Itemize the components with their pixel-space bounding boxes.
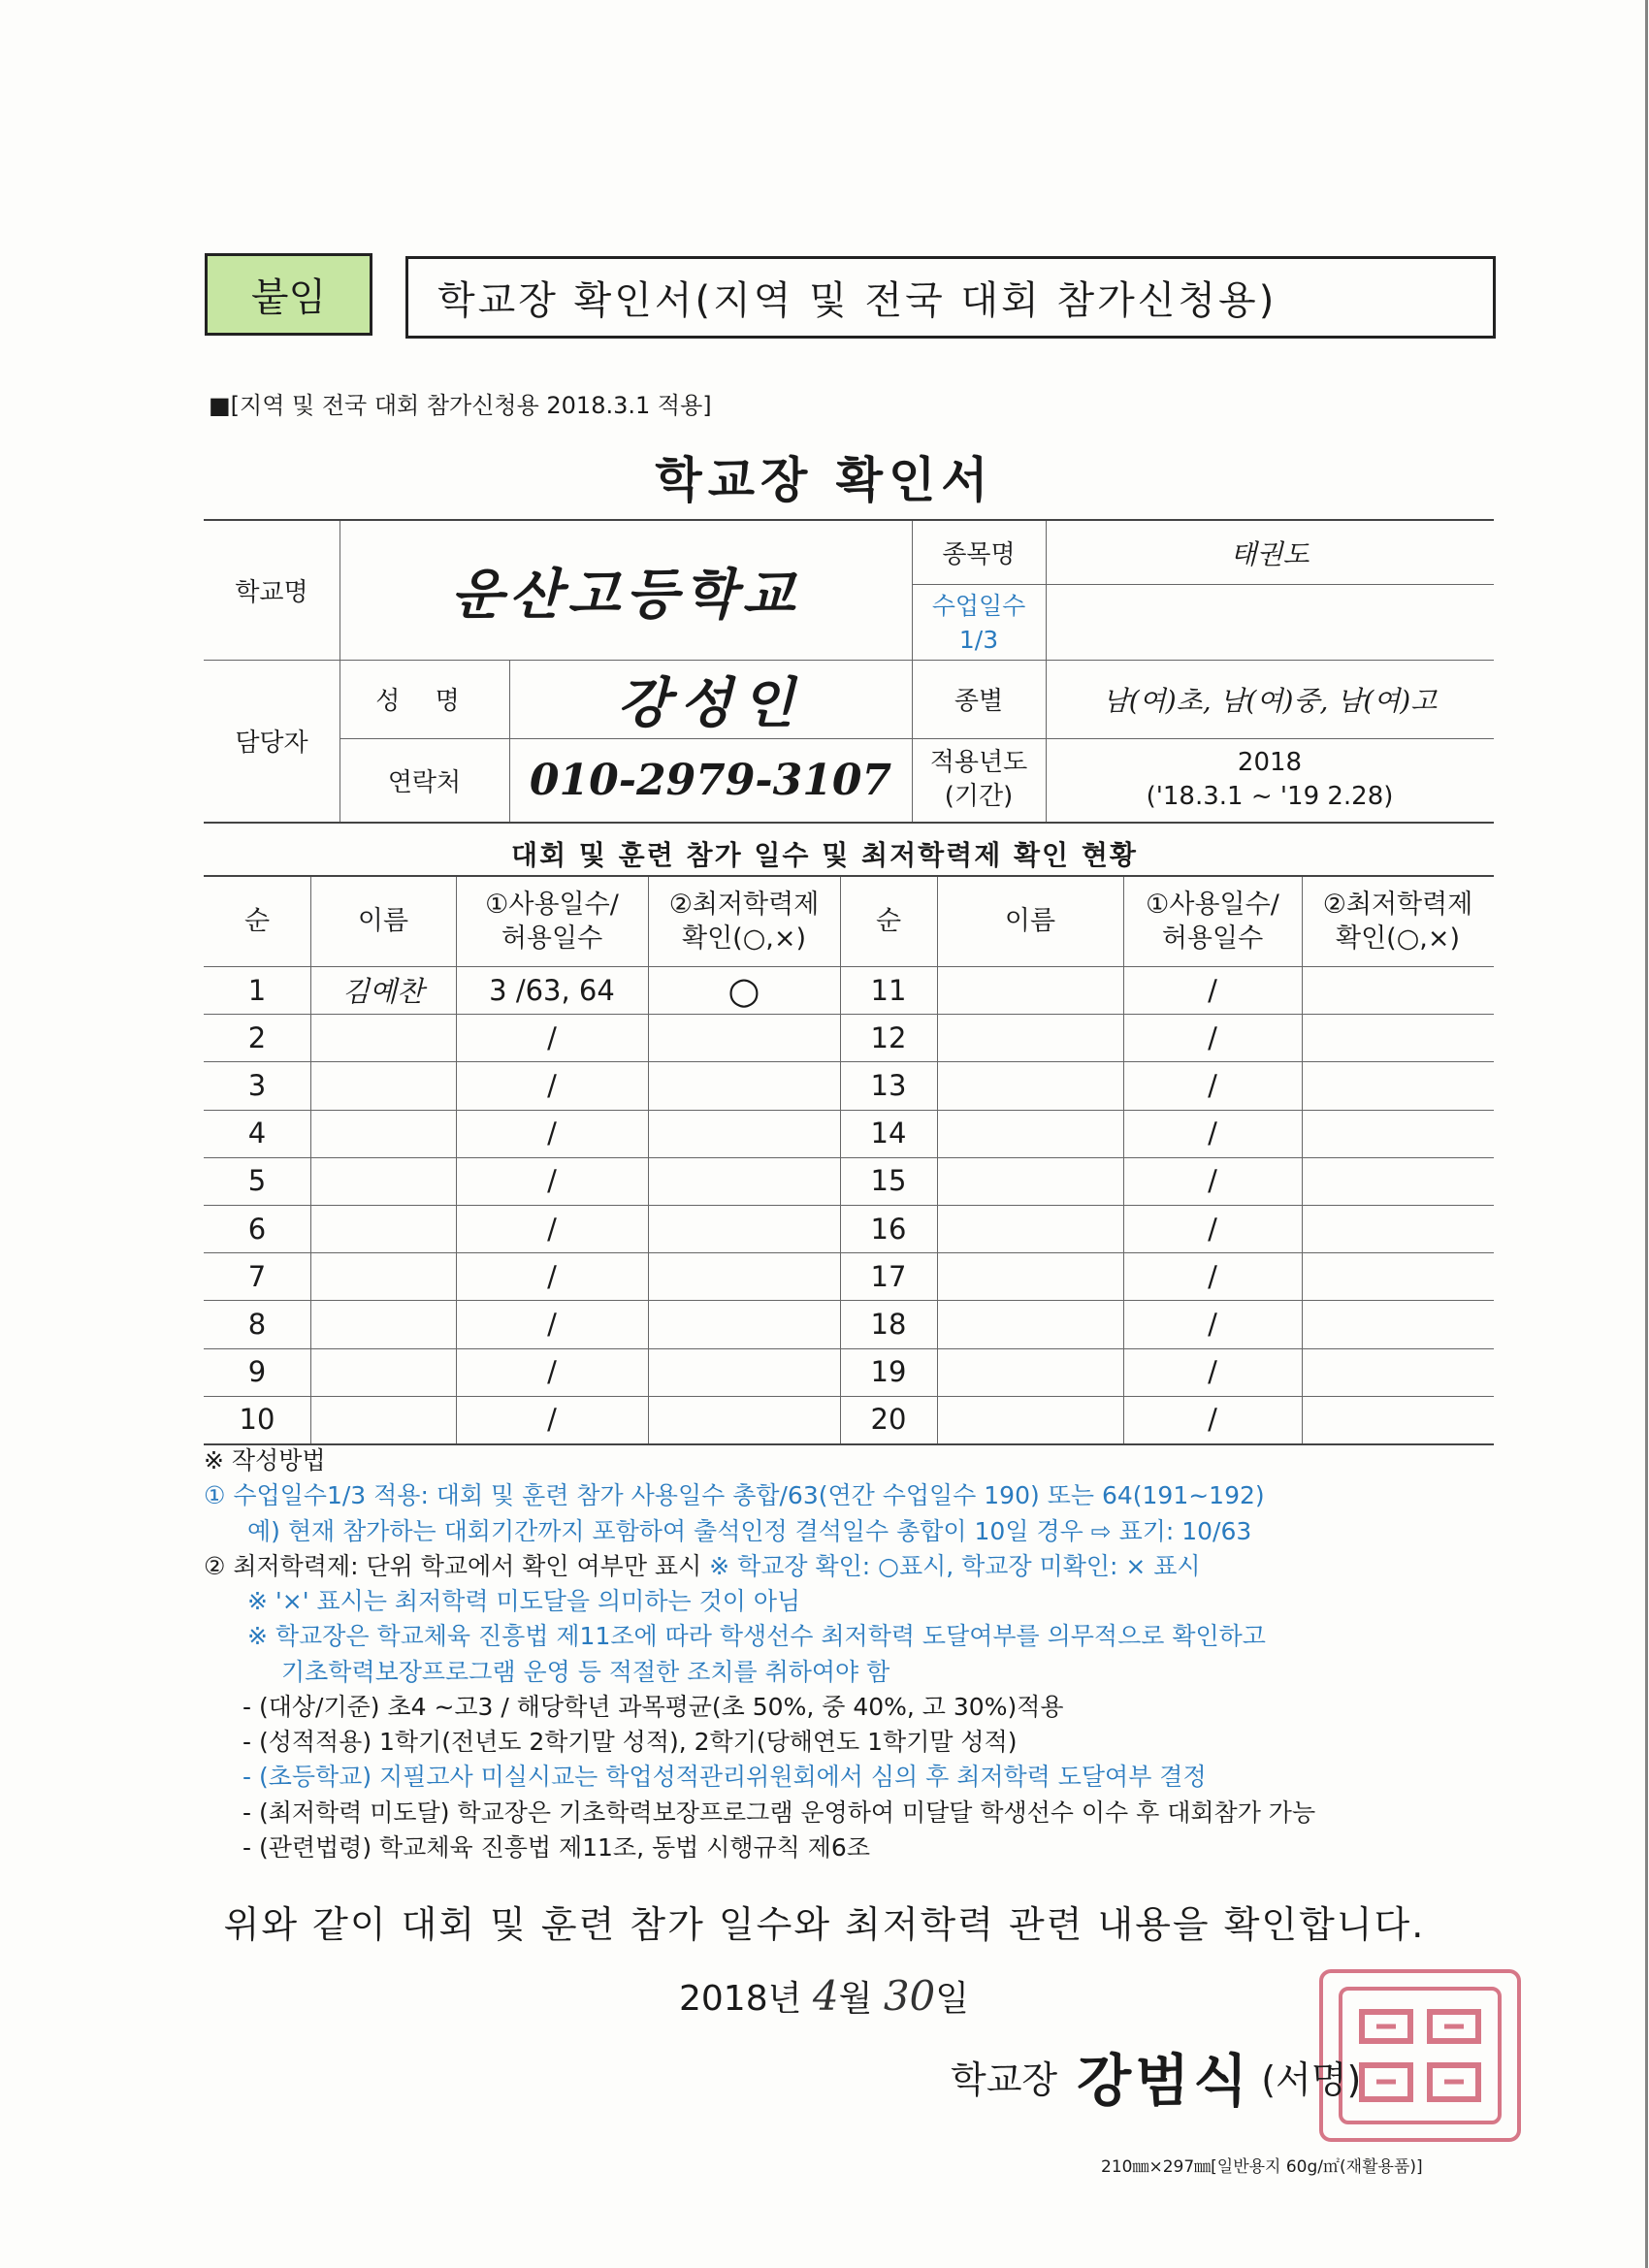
principal-label: 학교장 — [951, 2057, 1058, 2101]
row-8-days: / — [547, 1307, 557, 1341]
row-15-name — [937, 1157, 1123, 1205]
row-14-no: 14 — [870, 1117, 907, 1150]
row-7-check — [648, 1252, 840, 1300]
apply-note: ■[지역 및 전국 대회 참가신청용 2018.3.1 적용] — [209, 392, 712, 419]
note-1a: ① 수업일수1/3 적용: 대회 및 훈련 참가 사용일수 총합/63(연간 수업일수 190) 또는 64(191~192) — [204, 1481, 1265, 1510]
col-header-no: 순 — [243, 906, 271, 937]
col-header-days — [456, 877, 648, 966]
row-2-name — [310, 1014, 456, 1061]
participation-table — [204, 875, 1494, 1445]
row-9-no: 9 — [247, 1355, 267, 1389]
principal-signature: 강범식 — [1077, 2048, 1252, 2114]
row-13-no: 13 — [870, 1068, 907, 1102]
gender-value: 남(여)초, 남(여)중, 남(여)고 — [1102, 684, 1438, 717]
row-12-days: / — [1208, 1021, 1217, 1054]
row-11-name — [937, 966, 1123, 1014]
col-header-check-right-line1: ②최저학력제 — [1322, 889, 1473, 920]
row-19-no: 19 — [870, 1355, 907, 1389]
row-11-days: / — [1208, 973, 1217, 1007]
row-3-name — [310, 1061, 456, 1109]
row-9-days: / — [547, 1355, 557, 1389]
row-15-check — [1302, 1157, 1494, 1205]
document-title: 학교장 확인서 — [655, 452, 994, 508]
row-16-name — [937, 1205, 1123, 1252]
paper-spec: 210㎜×297㎜[일반용지 60g/㎡(재활용품)] — [1101, 2157, 1423, 2177]
notes-section — [204, 1443, 1504, 1865]
row-2-no: 2 — [247, 1021, 267, 1054]
form-title-box: 학교장 확인서(지역 및 전국 대회 참가신청용) — [405, 256, 1496, 339]
date-month-label: 월 — [838, 1979, 873, 2019]
row-4-name — [310, 1110, 456, 1157]
detail-law: - (관련법령) 학교체육 진흥법 제11조, 동법 시행규칙 제6조 — [242, 1832, 870, 1862]
row-9-name — [310, 1348, 456, 1396]
manager-label: 담당자 — [235, 729, 308, 758]
row-3-no: 3 — [247, 1068, 267, 1102]
year-range: ('18.3.1 ~ '19 2.28) — [1146, 782, 1394, 811]
row-4-days: / — [547, 1117, 557, 1150]
row-1-no: 1 — [247, 973, 267, 1007]
col-header-name: 이름 — [357, 906, 409, 937]
row-13-days: / — [1208, 1068, 1217, 1102]
school-label: 학교명 — [235, 578, 308, 607]
detail-target: - (대상/기준) 초4 ~고3 / 해당학년 과목평균(초 50%, 중 40%, 고 30%)적용 — [242, 1692, 1064, 1721]
row-2-check — [648, 1014, 840, 1061]
row-7-name — [310, 1252, 456, 1300]
row-5-name — [310, 1157, 456, 1205]
name-label: 성 명 — [375, 687, 473, 716]
row-10-name — [310, 1396, 456, 1443]
year-sub-label: (기간) — [944, 782, 1014, 811]
confirmation-statement: 위와 같이 대회 및 훈련 참가 일수와 최저학력 관련 내용을 확인합니다. — [223, 1903, 1426, 1946]
date-day: 30 — [883, 1972, 936, 2020]
school-value: 운산고등학교 — [450, 562, 801, 627]
row-19-check — [1302, 1348, 1494, 1396]
row-16-days: / — [1208, 1212, 1217, 1246]
date-month: 4 — [812, 1972, 839, 2020]
note-2a-highlight: ※ 학교장 확인: ○표시, 학교장 미확인: × 표시 — [709, 1551, 1201, 1580]
row-4-check — [648, 1110, 840, 1157]
row-18-name — [937, 1300, 1123, 1347]
row-8-no: 8 — [247, 1307, 267, 1341]
col-header-days-line1: ①사용일수/ — [485, 889, 619, 920]
contact-label: 연락처 — [387, 767, 462, 797]
attachment-label: 붙임 — [205, 253, 372, 336]
row-14-days: / — [1208, 1117, 1217, 1150]
row-20-name — [937, 1396, 1123, 1443]
row-11-no: 11 — [870, 973, 907, 1007]
event-label: 종목명 — [942, 540, 1016, 569]
note-2d: 기초학력보장프로그램 운영 등 적절한 조치를 취하여야 함 — [281, 1657, 890, 1686]
col-header-check-line1: ②최저학력제 — [668, 889, 820, 920]
row-19-days: / — [1208, 1355, 1217, 1389]
row-5-days: / — [547, 1164, 557, 1198]
row-15-days: / — [1208, 1164, 1217, 1198]
row-11-check — [1302, 966, 1494, 1014]
row-20-no: 20 — [870, 1403, 907, 1437]
notes-heading: ※ 작성방법 — [204, 1446, 326, 1474]
col-header-check-right — [1302, 877, 1494, 966]
row-17-no: 17 — [870, 1259, 907, 1293]
row-6-check — [648, 1205, 840, 1252]
col-header-days-right-line1: ①사용일수/ — [1146, 889, 1279, 920]
year-label-cell — [912, 738, 1046, 822]
col-header-check-right-line2: 확인(○,×) — [1336, 923, 1460, 954]
row-17-days: / — [1208, 1259, 1217, 1293]
note-2a-main: ② 최저학력제: 단위 학교에서 확인 여부만 표시 — [204, 1551, 702, 1580]
detail-elementary: - (초등학교) 지필고사 미실시교는 학업성적관리위원회에서 심의 후 최저학력 도달여부 결정 — [242, 1763, 1207, 1792]
info-table — [204, 519, 1494, 824]
col-header-check — [648, 877, 840, 966]
row-14-check — [1302, 1110, 1494, 1157]
row-18-days: / — [1208, 1307, 1217, 1341]
row-1-days: 3 /63, 64 — [489, 973, 615, 1007]
section-title: 대회 및 훈련 참가 일수 및 최저학력제 확인 현황 — [511, 839, 1138, 871]
row-10-no: 10 — [239, 1403, 275, 1437]
row-18-no: 18 — [870, 1307, 907, 1341]
row-2-days: / — [547, 1021, 557, 1054]
gender-label: 종별 — [954, 687, 1004, 716]
detail-grade: - (성적적용) 1학기(전년도 2학기말 성적), 2학기(당해연도 1학기말 성적) — [242, 1728, 1018, 1756]
note-1b: 예) 현재 참가하는 대회기간까지 포함하여 출석인정 결석일수 총합이 10일 경우 ⇨ 표기: 10/63 — [247, 1516, 1252, 1545]
row-8-check — [648, 1300, 840, 1347]
row-10-check — [648, 1396, 840, 1443]
note-2c: ※ 학교장은 학교체육 진흥법 제11조에 따라 학생선수 최저학력 도달여부를 의무적으로 확인하고 — [247, 1622, 1266, 1651]
row-3-check — [648, 1061, 840, 1109]
sign-label: (서명) — [1261, 2057, 1362, 2101]
row-16-check — [1302, 1205, 1494, 1252]
row-12-check — [1302, 1014, 1494, 1061]
row-10-days: / — [547, 1403, 557, 1437]
row-5-check — [648, 1157, 840, 1205]
row-17-name — [937, 1252, 1123, 1300]
principal-signature-line — [951, 2035, 1361, 2117]
note-2a — [204, 1549, 1504, 1584]
row-5-no: 5 — [247, 1164, 267, 1198]
note-2b: ※ '×' 표시는 최저학력 미도달을 의미하는 것이 아님 — [247, 1587, 801, 1615]
row-12-name — [937, 1014, 1123, 1061]
row-13-check — [1302, 1061, 1494, 1109]
event-value: 태권도 — [1230, 537, 1310, 570]
row-20-check — [1302, 1396, 1494, 1443]
row-7-no: 7 — [247, 1259, 267, 1293]
row-1-check: ○ — [728, 968, 760, 1012]
row-19-name — [937, 1348, 1123, 1396]
row-20-days: / — [1208, 1403, 1217, 1437]
date-year: 2018년 — [679, 1979, 802, 2019]
year-value-cell — [1046, 738, 1494, 822]
row-15-no: 15 — [870, 1164, 907, 1198]
col-header-days-right — [1123, 877, 1302, 966]
manager-name-value: 강성인 — [617, 670, 804, 735]
row-12-no: 12 — [870, 1021, 907, 1054]
row-17-check — [1302, 1252, 1494, 1300]
detail-unmet: - (최저학력 미도달) 학교장은 기초학력보장프로그램 운영하여 미달달 학생선수 이수 후 대회참가 가능 — [242, 1798, 1316, 1827]
contact-value: 010-2979-3107 — [529, 755, 892, 805]
row-18-check — [1302, 1300, 1494, 1347]
row-16-no: 16 — [870, 1212, 907, 1246]
row-14-name — [937, 1110, 1123, 1157]
col-header-days-line2: 허용일수 — [501, 923, 603, 954]
row-6-days: / — [547, 1212, 557, 1246]
col-header-name-right: 이름 — [1004, 906, 1056, 937]
col-header-no-right: 순 — [875, 906, 902, 937]
year-label: 적용년도 — [929, 747, 1028, 777]
row-13-name — [937, 1061, 1123, 1109]
row-9-check — [648, 1348, 840, 1396]
col-header-days-right-line2: 허용일수 — [1161, 923, 1264, 954]
row-7-days: / — [547, 1259, 557, 1293]
scan-edge-line — [1645, 0, 1648, 2268]
date-day-label: 일 — [935, 1979, 970, 2019]
row-6-name — [310, 1205, 456, 1252]
row-6-no: 6 — [247, 1212, 267, 1246]
col-header-check-line2: 확인(○,×) — [682, 923, 806, 954]
row-1-name: 김예찬 — [341, 975, 425, 1009]
row-8-name — [310, 1300, 456, 1347]
row-3-days: / — [547, 1068, 557, 1102]
row-4-no: 4 — [247, 1117, 267, 1150]
class-days-label: 수업일수 1/3 — [931, 592, 1026, 654]
year-value: 2018 — [1237, 747, 1303, 777]
signing-date — [679, 1971, 969, 2021]
